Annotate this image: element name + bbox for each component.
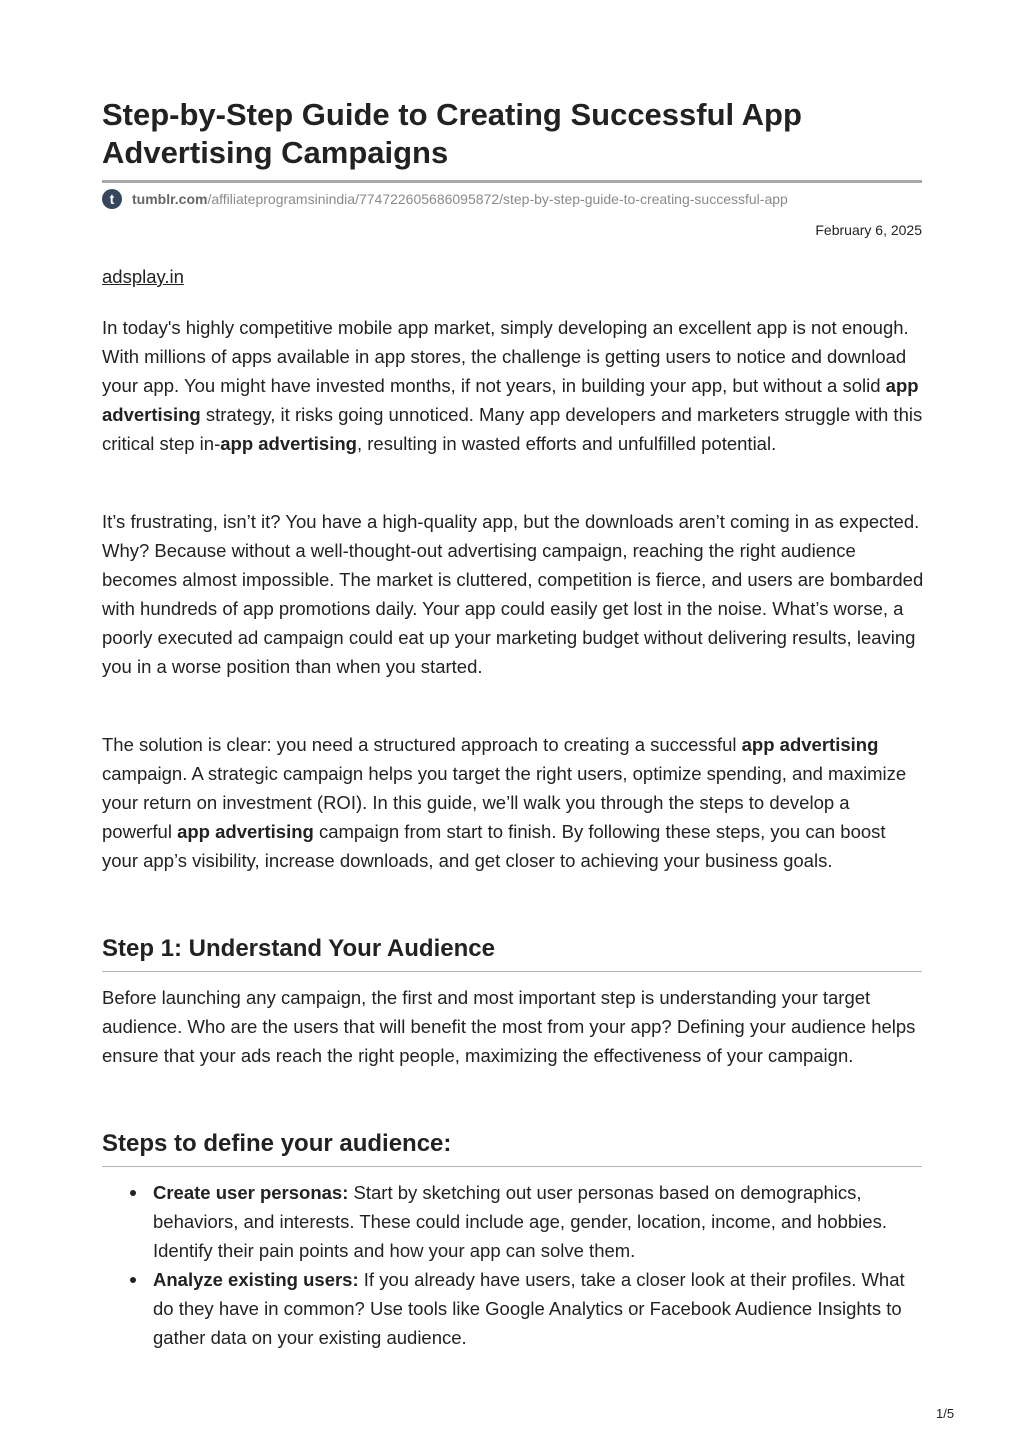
publish-date: February 6, 2025 bbox=[815, 222, 922, 238]
article-title: Step-by-Step Guide to Creating Successful App Advertising Campaigns bbox=[102, 97, 802, 170]
step1-divider bbox=[102, 971, 922, 972]
site-link[interactable]: adsplay.in bbox=[102, 266, 184, 287]
define-audience-heading: Steps to define your audience: bbox=[102, 1130, 452, 1157]
step1-paragraph: Before launching any campaign, the first and most important step is understanding your target audience. Who are the users that will benefit the most from your app? Defining your audience helps ensure that your ads reach the right people, maximizing the effectiveness of your campaign. bbox=[102, 987, 916, 1066]
intro-paragraph-3: The solution is clear: you need a structured approach to creating a successful app advertising campaign. A strategic campaign helps you target the right users, optimize spending, and maximize your return on investment (ROI). In this guide, we’ll walk you through the steps to develop a powerful app advertising campaign from start to finish. By following these steps, you can boost your app’s visibility, increase downloads, and get closer to achieving your business goals. bbox=[102, 734, 907, 871]
define-audience-divider bbox=[102, 1166, 922, 1167]
source-url[interactable] bbox=[132, 191, 788, 207]
intro-paragraph-1: In today's highly competitive mobile app market, simply developing an excellent app is not enough. With millions of apps available in app stores, the challenge is getting users to notice and download your app. You might have invested months, if not years, in building your app, but without a solid app advertising strategy, it risks going unnoticed. Many app developers and marketers struggle with this critical step in-app advertising, resulting in wasted efforts and unfulfilled potential. bbox=[102, 317, 923, 454]
bullet-icon bbox=[130, 1190, 136, 1196]
source-line bbox=[102, 189, 788, 209]
step1-heading: Step 1: Understand Your Audience bbox=[102, 935, 495, 962]
bullet-icon bbox=[130, 1277, 136, 1283]
audience-steps-list bbox=[102, 1178, 973, 1352]
source-domain: tumblr.com bbox=[132, 191, 208, 207]
source-path: /affiliateprogramsinindia/774722605686095872/step-by-step-guide-to-creating-successful-app bbox=[207, 191, 788, 207]
intro-paragraph-2: It’s frustrating, isn’t it? You have a high-quality app, but the downloads aren’t coming in as expected. Why? Because without a well-thought-out advertising campaign, reaching the right audience becomes almost impossible. The market is cluttered, competition is fierce, and users are bombarded with hundreds of app promotions daily. Your app could easily get lost in the noise. What’s worse, a poorly executed ad campaign could eat up your marketing budget without delivering results, leaving you in a worse position than when you started. bbox=[102, 511, 924, 677]
title-divider bbox=[102, 180, 922, 183]
list-item: Analyze existing users: If you already have users, take a closer look at their profiles. What do they have in common? Use tools like Google Analytics or Facebook Audience Insights to gather data on your existing audience. bbox=[153, 1265, 923, 1352]
tumblr-icon: t bbox=[102, 189, 122, 209]
page-number: 1/5 bbox=[936, 1406, 955, 1421]
list-item: Create user personas: Start by sketching out user personas based on demographics, behaviors, and interests. These could include age, gender, location, income, and hobbies. Identify their pain points and how your app can solve them. bbox=[153, 1178, 923, 1265]
